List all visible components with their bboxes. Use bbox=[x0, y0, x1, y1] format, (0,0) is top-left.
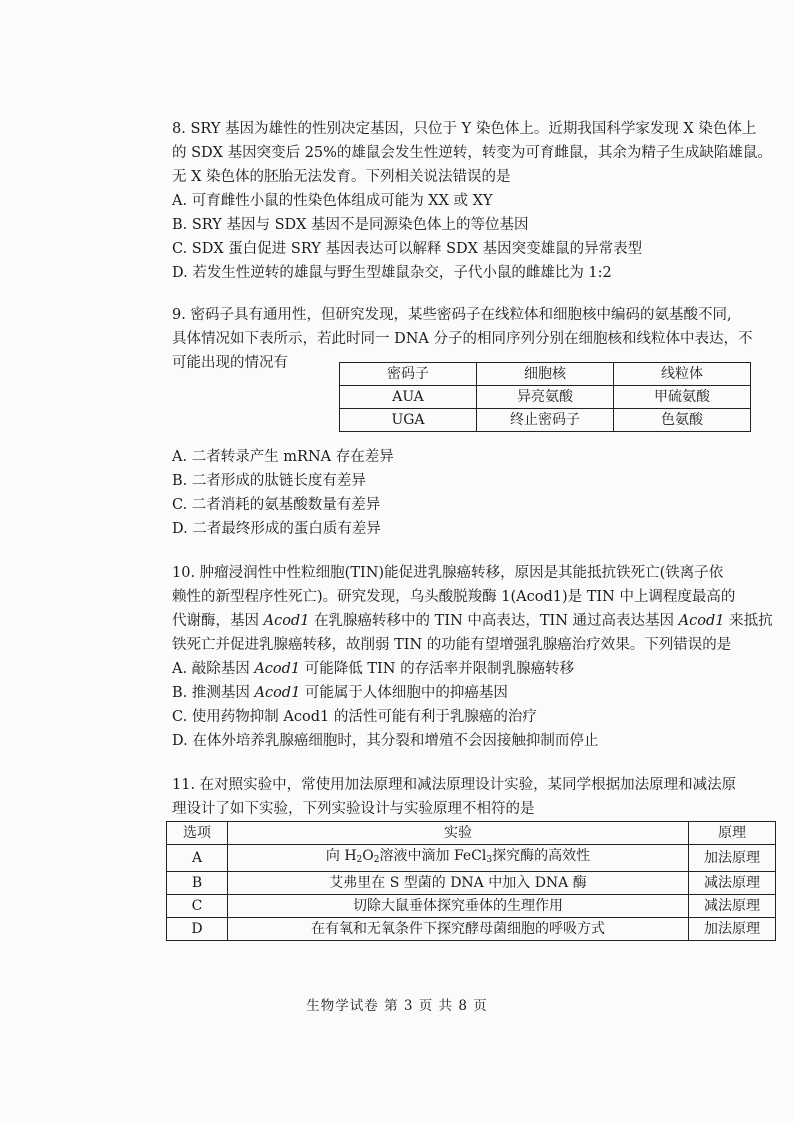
q8-stem-line2: 的 SDX 基因突变后 25%的雄鼠会发生性逆转，转变为可育雌鼠，其余为精子生成缺陷雄鼠。 bbox=[172, 145, 772, 161]
q10-stem-line1: 10. 肿瘤浸润性中性粒细胞(TIN)能促进乳腺癌转移，原因是其能抵抗铁死亡(铁离子依 bbox=[172, 565, 724, 581]
text: 可能降低 TIN 的存活率并限制乳腺癌转移 bbox=[300, 661, 575, 677]
text: A. 敲除基因 bbox=[172, 661, 255, 677]
table-row bbox=[167, 918, 776, 941]
q10-option-c: C. 使用药物抑制 Acod1 的活性可能有利于乳腺癌的治疗 bbox=[172, 709, 537, 725]
table-cell: 异亮氨酸 bbox=[477, 386, 614, 409]
table-row bbox=[167, 872, 776, 895]
table-cell: C bbox=[167, 895, 228, 918]
experiment-table bbox=[166, 821, 776, 941]
table-cell: 切除大鼠垂体探究垂体的生理作用 bbox=[228, 895, 689, 918]
table-cell: AUA bbox=[340, 386, 477, 409]
table-header-row bbox=[340, 363, 751, 386]
text: B. 推测基因 bbox=[172, 685, 255, 701]
table-cell bbox=[228, 845, 689, 872]
gene-name: Acod1 bbox=[254, 685, 301, 701]
table-header-row bbox=[167, 822, 776, 845]
q9-stem-line2: 具体情况如下表所示，若此时同一 DNA 分子的相同序列分别在细胞核和线粒体中表达，不 bbox=[172, 331, 753, 347]
table-header: 细胞核 bbox=[477, 363, 614, 386]
q9-option-d: D. 二者最终形成的蛋白质有差异 bbox=[172, 521, 381, 537]
text: 在乳腺癌转移中的 TIN 中高表达，TIN 通过高表达基因 bbox=[309, 613, 679, 629]
q8-option-d: D. 若发生性逆转的雄鼠与野生型雄鼠杂交，子代小鼠的雌雄比为 1:2 bbox=[172, 265, 612, 281]
subscript: 2 bbox=[356, 855, 363, 865]
q9-stem-line3: 可能出现的情况有 bbox=[172, 355, 288, 371]
table-cell: 甲硫氨酸 bbox=[614, 386, 751, 409]
text: 来抵抗 bbox=[724, 613, 773, 629]
q9-option-c: C. 二者消耗的氨基酸数量有差异 bbox=[172, 497, 381, 513]
q10-stem-line2: 赖性的新型程序性死亡)。研究发现，乌头酸脱羧酶 1(Acod1)是 TIN 中上调程度最高的 bbox=[172, 589, 736, 605]
q11-stem-line1: 11. 在对照实验中，常使用加法原理和减法原理设计实验，某同学根据加法原理和减法原 bbox=[172, 777, 737, 793]
table-header: 线粒体 bbox=[614, 363, 751, 386]
subscript: 3 bbox=[486, 855, 493, 865]
table-header: 密码子 bbox=[340, 363, 477, 386]
q8-option-a: A. 可育雌性小鼠的性染色体组成可能为 XX 或 XY bbox=[172, 193, 493, 209]
table-cell: 加法原理 bbox=[689, 845, 776, 872]
q8-stem-line1: 8. SRY 基因为雄性的性别决定基因，只位于 Y 染色体上。近期我国科学家发现 X 染色体上 bbox=[172, 121, 757, 137]
q10-stem-line3 bbox=[172, 610, 773, 632]
table-cell: 色氨酸 bbox=[614, 409, 751, 432]
table-cell: 终止密码子 bbox=[477, 409, 614, 432]
table-cell: A bbox=[167, 845, 228, 872]
table-cell: B bbox=[167, 872, 228, 895]
table-cell: 减法原理 bbox=[689, 872, 776, 895]
table-header: 实验 bbox=[228, 822, 689, 845]
q8-option-c: C. SDX 蛋白促进 SRY 基因表达可以解释 SDX 基因突变雄鼠的异常表型 bbox=[172, 241, 643, 257]
table-cell: 加法原理 bbox=[689, 918, 776, 941]
text: 溶液中滴加 FeCl bbox=[379, 848, 487, 864]
table-row bbox=[340, 409, 751, 432]
table-row bbox=[340, 386, 751, 409]
table-row bbox=[167, 895, 776, 918]
gene-name: Acod1 bbox=[263, 613, 310, 629]
table-header: 原理 bbox=[689, 822, 776, 845]
table-cell: D bbox=[167, 918, 228, 941]
gene-name: Acod1 bbox=[678, 613, 725, 629]
text: 探究酶的高效性 bbox=[492, 848, 591, 864]
q10-stem-line4: 铁死亡并促进乳腺癌转移，故削弱 TIN 的功能有望增强乳腺癌治疗效果。下列错误的是 bbox=[172, 637, 732, 653]
table-header: 选项 bbox=[167, 822, 228, 845]
text: O bbox=[362, 848, 374, 864]
subscript: 2 bbox=[373, 855, 380, 865]
q9-option-b: B. 二者形成的肽链长度有差异 bbox=[172, 473, 366, 489]
q10-option-b bbox=[172, 682, 508, 704]
text: 向 H bbox=[325, 848, 357, 864]
q8-option-b: B. SRY 基因与 SDX 基因不是同源染色体上的等位基因 bbox=[172, 217, 529, 233]
q10-option-d: D. 在体外培养乳腺癌细胞时，其分裂和增殖不会因接触抑制而停止 bbox=[172, 733, 599, 749]
table-cell: 艾弗里在 S 型菌的 DNA 中加入 DNA 酶 bbox=[228, 872, 689, 895]
q9-stem-line1: 9. 密码子具有通用性，但研究发现，某些密码子在线粒体和细胞核中编码的氨基酸不同, bbox=[172, 307, 732, 323]
codon-table bbox=[339, 362, 751, 432]
q9-option-a: A. 二者转录产生 mRNA 存在差异 bbox=[172, 449, 394, 465]
table-cell: 在有氧和无氧条件下探究酵母菌细胞的呼吸方式 bbox=[228, 918, 689, 941]
q8-stem-line3: 无 X 染色体的胚胎无法发育。下列相关说法错误的是 bbox=[172, 169, 511, 185]
table-cell: 减法原理 bbox=[689, 895, 776, 918]
text: 可能属于人体细胞中的抑癌基因 bbox=[300, 685, 508, 701]
table-row bbox=[167, 845, 776, 872]
q10-option-a bbox=[172, 658, 574, 680]
page-footer: 生物学试卷 第 3 页 共 8 页 bbox=[306, 998, 488, 1014]
table-cell: UGA bbox=[340, 409, 477, 432]
q11-stem-line2: 理设计了如下实验，下列实验设计与实验原理不相符的是 bbox=[172, 801, 535, 817]
text: 代谢酶，基因 bbox=[172, 613, 264, 629]
gene-name: Acod1 bbox=[254, 661, 301, 677]
